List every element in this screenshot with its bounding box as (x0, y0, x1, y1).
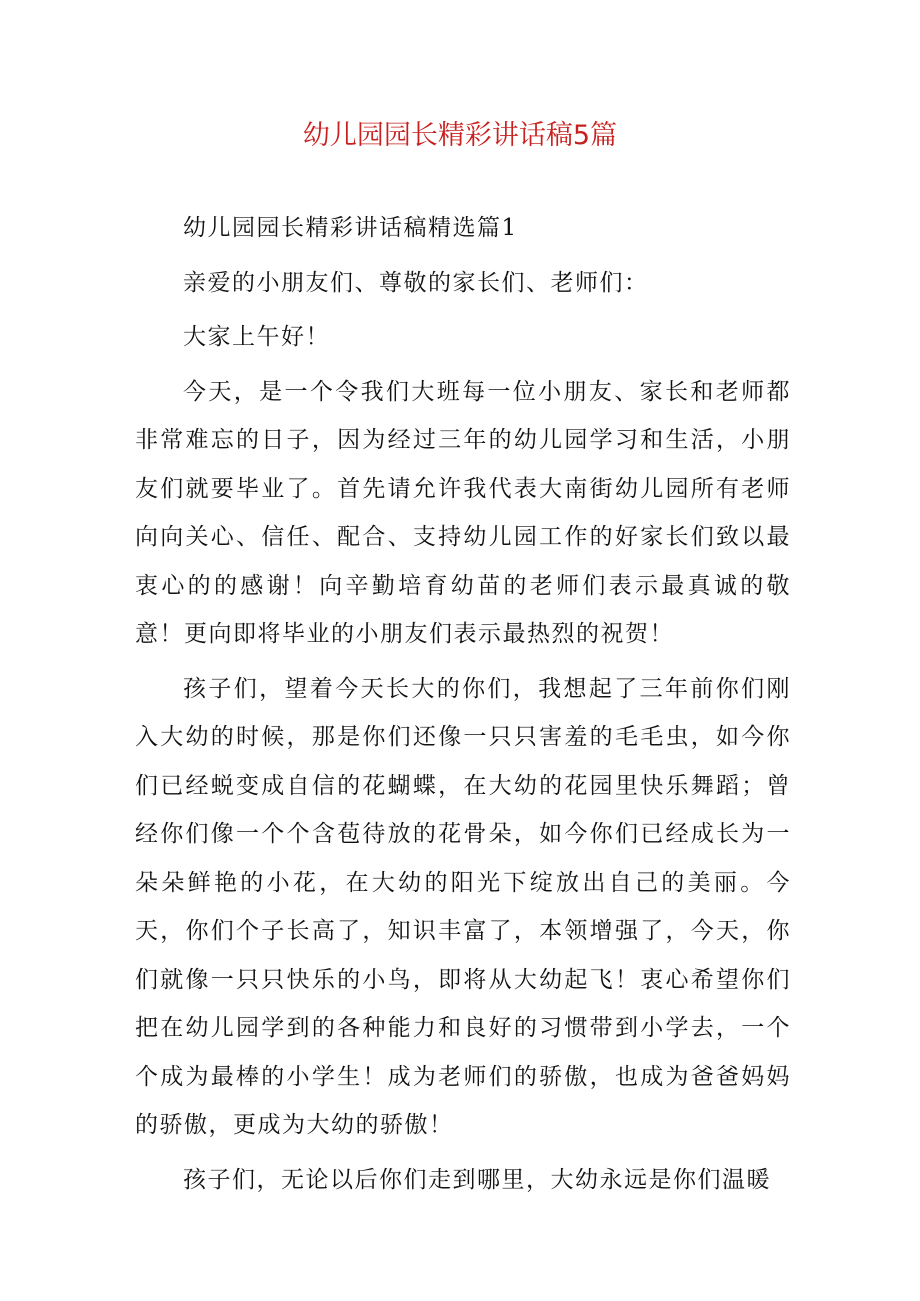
body-paragraph: 孩子们，无论以后你们走到哪里，大幼永远是你们温暖 (183, 1166, 771, 1193)
document-title: 幼儿园园长精彩讲话稿5篇 (302, 120, 618, 151)
salutation: 亲爱的小朋友们、尊敬的家长们、老师们： (183, 269, 649, 296)
body-paragraph: 今天，是一个令我们大班每一位小朋友、家长和老师都非常难忘的日子，因为经过三年的幼儿园学习和生活，小朋友们就要毕业了。首先请允许我代表大南街幼儿园所有老师向向关心、信任、配合、支持幼儿园工作的好家长们致以最衷心的的感谢！向辛勤培育幼苗的老师们表示最真诚的敬意！更向即将毕业的小朋友们表示最热烈的祝贺！ (135, 378, 791, 647)
body-paragraph: 孩子们，望着今天长大的你们，我想起了三年前你们刚入大幼的时候，那是你们还像一只只害羞的毛毛虫，如今你们已经蜕变成自信的花蝴蝶，在大幼的花园里快乐舞蹈；曾经你们像一个个含苞待放的花骨朵，如今你们已经成长为一朵朵鲜艳的小花，在大幼的阳光下绽放出自己的美丽。今天，你们个子长高了，知识丰富了，本领增强了，今天，你们就像一只只快乐的小鸟，即将从大幼起飞！衷心希望你们把在幼儿园学到的各种能力和良好的习惯带到小学去，一个个成为最棒的小学生！成为老师们的骄傲，也成为爸爸妈妈的骄傲，更成为大幼的骄傲！ (135, 675, 791, 1138)
greeting: 大家上午好！ (183, 324, 330, 350)
document-body (135, 204, 791, 1210)
section-heading: 幼儿园园长精彩讲话稿精选篇1 (183, 215, 518, 241)
